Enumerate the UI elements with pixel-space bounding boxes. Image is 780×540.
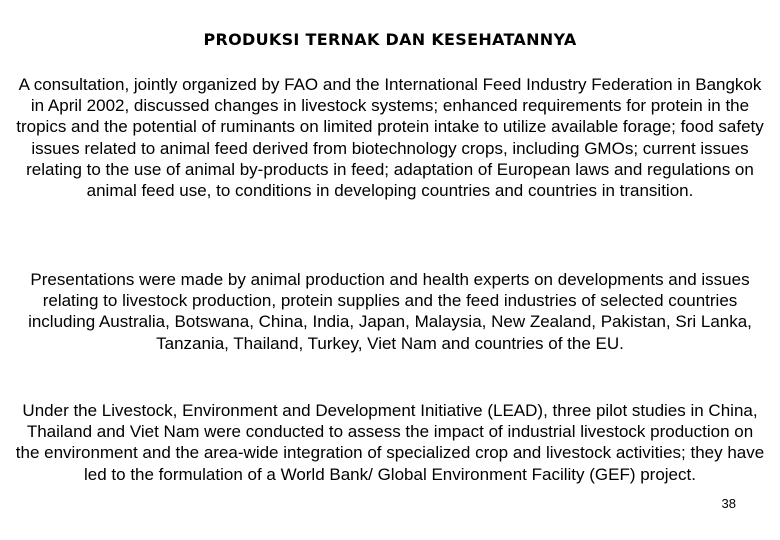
page-number: 38 [721, 496, 736, 511]
slide-title: PRODUKSI TERNAK DAN KESEHATANNYA [203, 30, 577, 49]
paragraph-presentations: Presentations were made by animal production and health experts on developments and issues relating to livestock production, protein supplies and the feed industries of selected countries including Australia, Botswana, China, India, Japan, Malaysia, New Zealand, Pakistan, Sri Lanka, Tanzania, Thailand, Turkey, Viet Nam and countries of the EU. [28, 270, 752, 353]
paragraph-consultation: A consultation, jointly organized by FAO and the International Feed Industry Federation in Bangkok in April 2002, discussed changes in livestock systems; enhanced requirements for protein in the tropics and the potential of ruminants on limited protein intake to utilize available forage; food safety issues related to animal feed derived from biotechnology crops, including GMOs; current issues relating to the use of animal by-products in feed; adaptation of European laws and regulations on animal feed use, to conditions in developing countries and countries in transition. [16, 75, 764, 201]
paragraph-lead-initiative: Under the Livestock, Environment and Development Initiative (LEAD), three pilot studies in China, Thailand and Viet Nam were conducted to assess the impact of industrial livestock production on the environment and the area-wide integration of specialized crop and livestock activities; they have led to the formulation of a World Bank/ Global Environment Facility (GEF) project. [15, 401, 765, 484]
